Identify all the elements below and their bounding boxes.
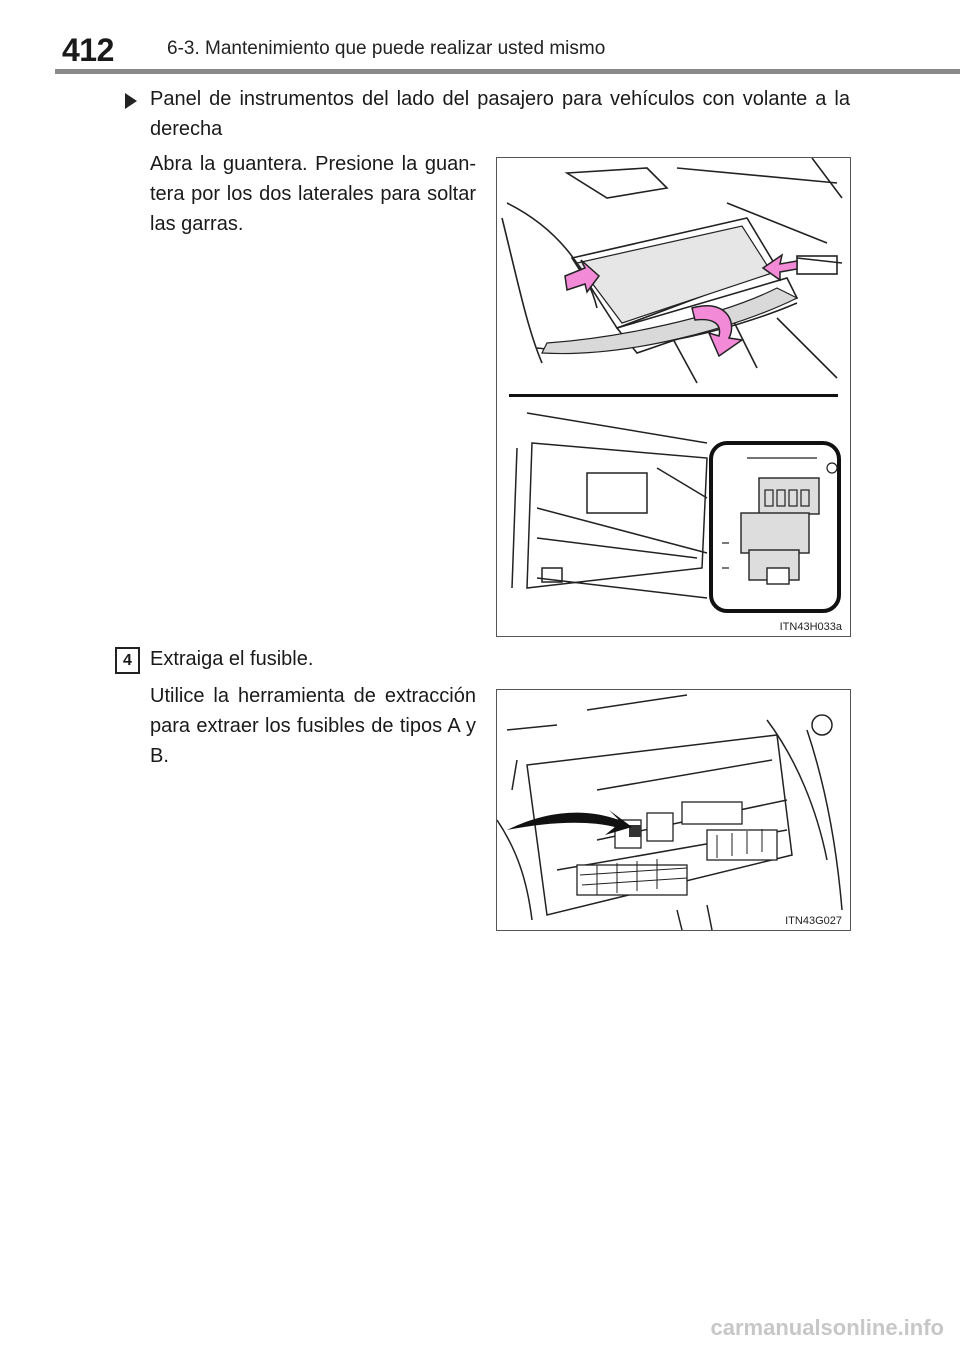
- step-number-badge: 4: [115, 647, 140, 674]
- glovebox-illustration: [497, 158, 850, 636]
- bullet-arrow-icon: [125, 93, 137, 109]
- glovebox-figure: [496, 157, 851, 637]
- open-glovebox-text: Abra la guantera. Presione la guan-tera por los dos laterales para soltar las garras.: [150, 153, 476, 235]
- bullet-heading: Panel de instrumentos del lado del pasajero para vehículos con volante a la derecha: [150, 88, 850, 140]
- fuse-tool-text: Utilice la herramienta de extracción para extraer los fusibles de tipos A y B.: [150, 685, 476, 767]
- figure-divider: [509, 394, 838, 397]
- section-title: 6-3. Mantenimiento que puede realizar usted mismo: [167, 38, 606, 59]
- figure-code: ITN43H033a: [779, 621, 842, 633]
- watermark-text: carmanualsonline.info: [710, 1315, 944, 1340]
- page-number: 412: [62, 32, 114, 68]
- fusebox-illustration: [497, 690, 850, 930]
- step-text: Extraiga el fusible.: [150, 648, 314, 670]
- header-rule: [55, 69, 960, 74]
- figure-code: ITN43G027: [785, 915, 842, 927]
- fusebox-figure: [496, 689, 851, 931]
